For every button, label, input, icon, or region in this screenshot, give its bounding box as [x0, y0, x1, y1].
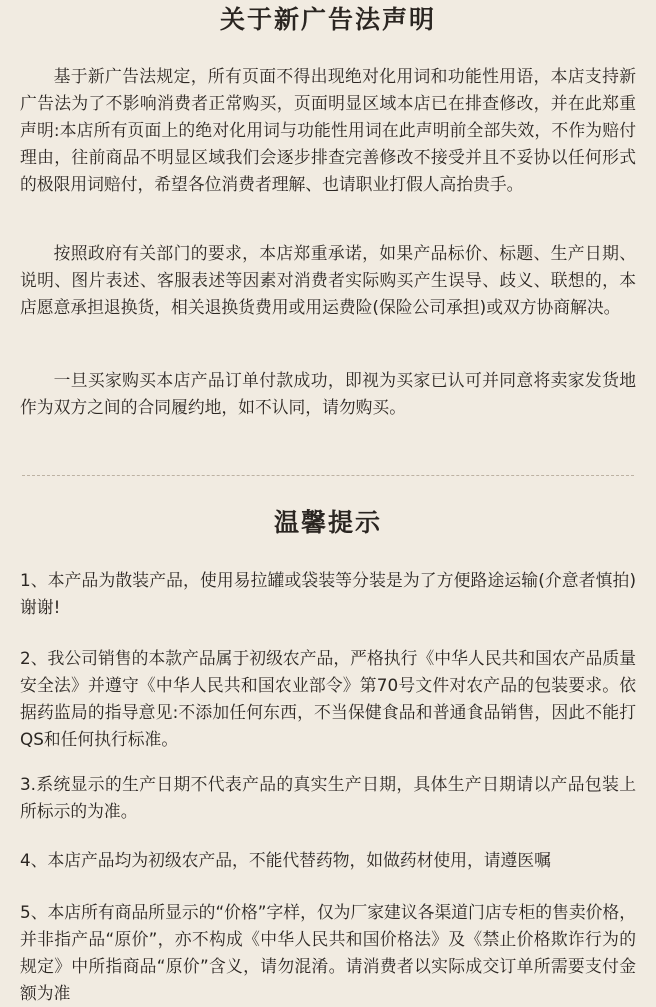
tip-item-1: 1、本产品为散装产品，使用易拉罐或袋装等分装是为了方便路途运输(介意者慎拍)谢谢!	[20, 570, 636, 617]
notice-title: 关于新广告法声明	[219, 5, 436, 34]
notice-paragraph-2: 按照政府有关部门的要求，本店郑重承诺，如果产品标价、标题、生产日期、说明、图片表述、客服表述等因素对消费者实际购买产生误导、歧义、联想的，本店愿意承担退换货，相关退换货费用或用运费险(保险公司承担)或双方协商解决。	[20, 243, 636, 317]
tip-item-4: 4、本店产品均为初级农产品，不能代替药物，如做药材使用，请遵医嘱	[20, 850, 551, 870]
tip-item-2: 2、我公司销售的本款产品属于初级农产品，严格执行《中华人民共和国农产品质量安全法》并遵守《中华人民共和国农业部令》第70号文件对农产品的包装要求。依据药监局的指导意见:不添加任何东西，不当保健食品和普通食品销售，因此不能打QS和任何执行标准。	[20, 648, 636, 749]
section-divider	[22, 475, 634, 476]
notice-paragraph-1: 基于新广告法规定，所有页面不得出现绝对化用词和功能性用语，本店支持新广告法为了不影响消费者正常购买，页面明显区域本店已在排查修改，并在此郑重声明:本店所有页面上的绝对化用词与功能性用词在此声明前全部失效，不作为赔付理由，往前商品不明显区域我们会逐步排查完善修改不接受并且不妥协以任何形式的极限用词赔付，希望各位消费者理解、也请职业打假人高抬贵手。	[20, 66, 636, 194]
tip-item-5: 5、本店所有商品所显示的“价格”字样，仅为厂家建议各渠道门店专柜的售卖价格，并非指产品“原价”，亦不构成《中华人民共和国价格法》及《禁止价格欺诈行为的规定》中所指商品“原价”含义，请勿混淆。请消费者以实际成交订单所需要支付金额为准	[20, 902, 636, 1003]
tip-item-3: 3.系统显示的生产日期不代表产品的真实生产日期，具体生产日期请以产品包装上所标示的为准。	[20, 774, 636, 821]
notice-paragraph-3: 一旦买家购买本店产品订单付款成功，即视为买家已认可并同意将卖家发货地作为双方之间的合同履约地，如不认同，请勿购买。	[20, 370, 636, 417]
tips-title: 温馨提示	[273, 508, 382, 537]
